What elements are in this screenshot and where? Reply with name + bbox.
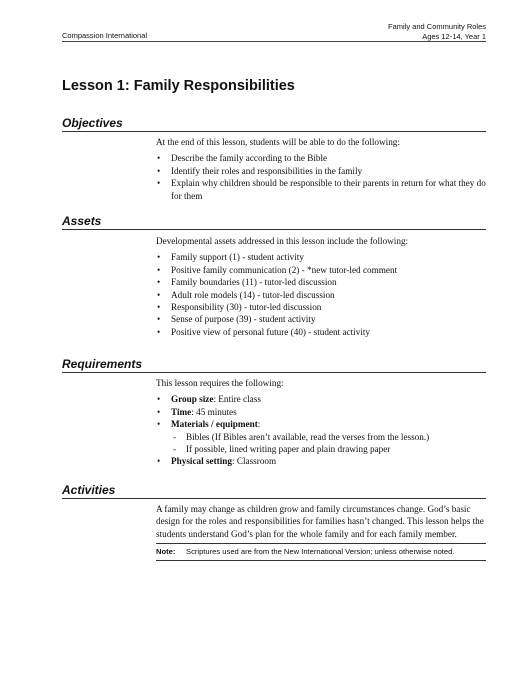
header-organization: Compassion International (62, 31, 148, 40)
header-course-info (388, 22, 486, 41)
list-item: • Family boundaries (11) - tutor-led discussion (157, 277, 337, 288)
list-item: • Explain why children should be responsible to their parents in return for what they do for them (157, 178, 486, 201)
sublist-item: - Bibles (If Bibles aren’t available, read the verses from the lesson.) (173, 431, 430, 442)
requirements-list (156, 393, 486, 467)
activities-divider (62, 498, 486, 499)
list-item: • Family support (1) - student activity (157, 252, 304, 263)
list-item: • Time: 45 minutes (157, 406, 237, 417)
header-course-title: Family and Community Roles (388, 22, 486, 31)
requirements-divider (62, 372, 486, 373)
list-item: • Sense of purpose (39) - student activity (157, 314, 316, 325)
list-item: • Identify their roles and responsibilities in the family (157, 165, 363, 176)
requirements-heading: Requirements (62, 357, 143, 371)
scripture-note (156, 543, 486, 561)
requirements-intro: This lesson requires the following: (156, 378, 284, 388)
note-label: Note: (156, 547, 176, 556)
assets-list (156, 251, 486, 338)
assets-divider (62, 229, 486, 230)
lesson-title: Lesson 1: Family Responsibilities (62, 78, 295, 94)
activities-section (156, 503, 486, 544)
list-item: • Group size: Entire class (157, 394, 261, 405)
materials-sublist (171, 431, 486, 456)
assets-intro: Developmental assets addressed in this lesson include the following: (156, 236, 409, 246)
header-course-level: Ages 12-14, Year 1 (422, 31, 486, 41)
objectives-list (156, 152, 486, 202)
list-item: • Describe the family according to the Bible (157, 153, 328, 164)
activities-heading: Activities (62, 483, 116, 497)
assets-heading: Assets (62, 214, 102, 228)
sublist-item: - If possible, lined writing paper and plain drawing paper (173, 444, 391, 455)
activities-text: A family may change as children grow and family circumstances change. God’s basic design for the roles and responsibilities for families hasn’t changed. This lesson helps the students understand God’s plan for the whole family and for each family member. (156, 504, 484, 539)
objectives-section (156, 136, 486, 202)
objectives-heading: Objectives (62, 116, 123, 130)
list-item: • Positive view of personal future (40) - student activity (157, 326, 371, 337)
header-divider (62, 41, 486, 42)
requirements-section (156, 377, 486, 468)
list-item: • Positive family communication (2) - *new tutor-led comment (157, 264, 398, 275)
list-item: • Physical setting: Classroom (157, 456, 277, 467)
note-text: Scriptures used are from the New International Version; unless otherwise noted. (186, 547, 455, 556)
list-item: • Adult role models (14) - tutor-led discussion (157, 289, 335, 300)
objectives-intro: At the end of this lesson, students will be able to do the following: (156, 137, 400, 147)
list-item: • Responsibility (30) - tutor-led discussion (157, 302, 322, 313)
objectives-divider (62, 131, 486, 132)
assets-section (156, 235, 486, 338)
list-item: • Materials / equipment: - Bibles (If Bibles aren’t available, read the verses from the lesson.) - If possible, lined writing paper and plain drawing paper (156, 418, 486, 455)
